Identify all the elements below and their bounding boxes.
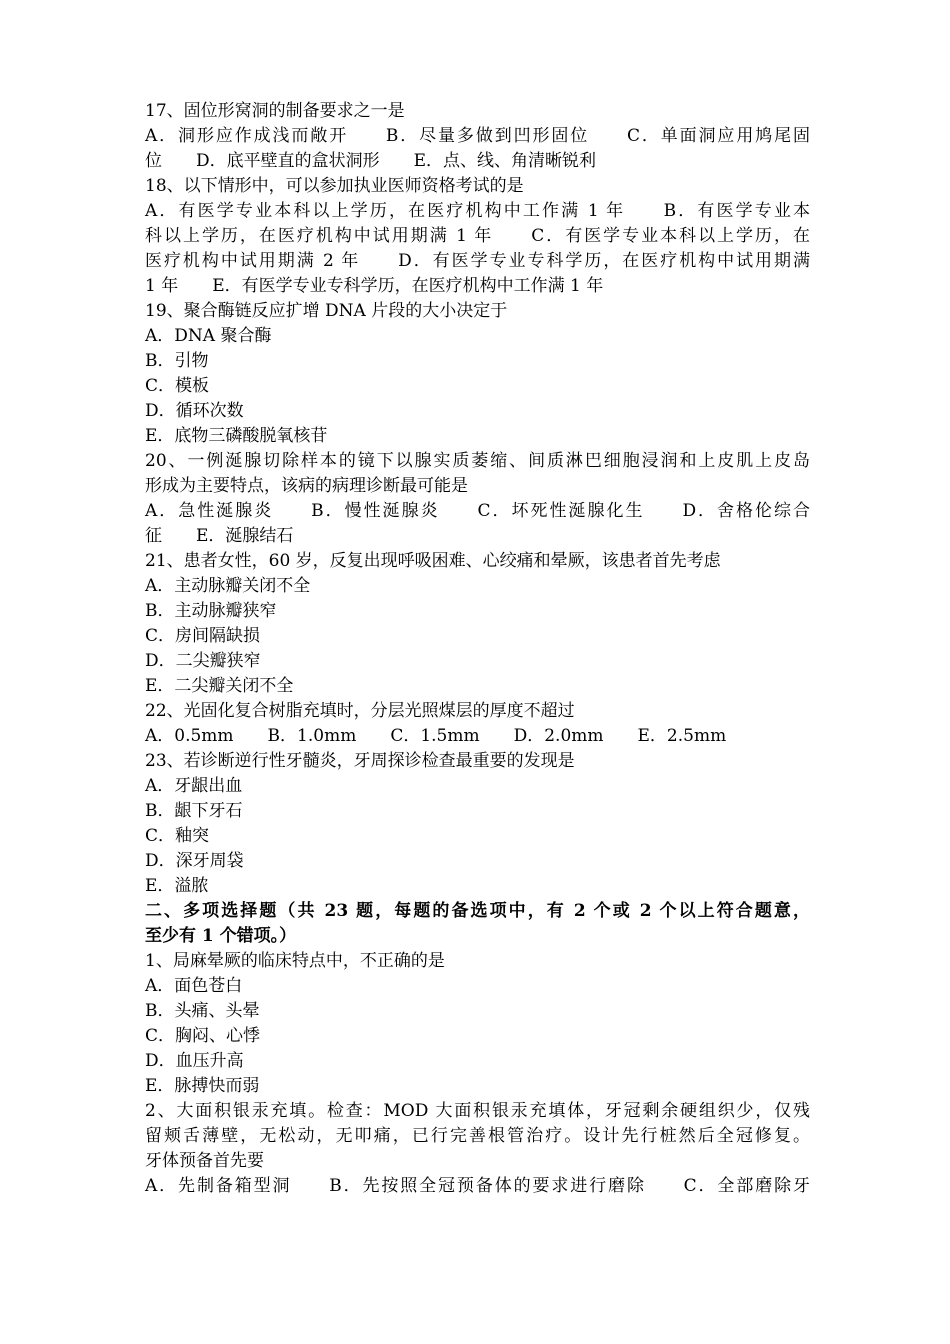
text-line: E．溢脓 (145, 876, 209, 896)
text-line: D．循环次数 (145, 401, 244, 421)
text-line: 23、若诊断逆行性牙髓炎，牙周探诊检查最重要的发现是 (145, 751, 575, 771)
text-line: 1、局麻晕厥的临床特点中，不正确的是 (145, 951, 445, 971)
text-line: A．有医学专业本科以上学历，在医疗机构中工作满 1 年 B．有医学专业本 (145, 201, 810, 221)
text-line: E．底物三磷酸脱氧核苷 (145, 426, 328, 446)
text-line: 19、聚合酶链反应扩增 DNA 片段的大小决定于 (145, 301, 508, 321)
text-line: 位 D．底平壁直的盒状洞形 E．点、线、角清晰锐利 (145, 151, 597, 171)
text-line: D．二尖瓣狭窄 (145, 651, 261, 671)
text-line: 科以上学历，在医疗机构中试用期满 1 年 C．有医学专业本科以上学历，在 (145, 226, 810, 246)
section-heading-line: 二、多项选择题（共 23 题，每题的备选项中，有 2 个或 2 个以上符合题意， (145, 901, 810, 921)
text-line: B．龈下牙石 (145, 801, 243, 821)
text-line: 21、患者女性，60 岁，反复出现呼吸困难、心绞痛和晕厥，该患者首先考虑 (145, 551, 721, 571)
document-body (145, 99, 810, 1199)
text-line: A．0.5mm B．1.0mm C．1.5mm D．2.0mm E．2.5mm (145, 726, 727, 746)
text-line: C．釉突 (145, 826, 210, 846)
text-line: E．脉搏快而弱 (145, 1076, 260, 1096)
text-line: B．主动脉瓣狭窄 (145, 601, 277, 621)
text-line: 形成为主要特点，该病的病理诊断最可能是 (145, 476, 468, 496)
text-line: 留颊舌薄壁，无松动，无叩痛，已行完善根管治疗。设计先行桩然后全冠修复。 (145, 1126, 810, 1146)
text-line: A．面色苍白 (145, 976, 243, 996)
text-line: C．胸闷、心悸 (145, 1026, 261, 1046)
text-line: 17、固位形窝洞的制备要求之一是 (145, 101, 405, 121)
text-line: 18、以下情形中，可以参加执业医师资格考试的是 (145, 176, 524, 196)
text-line: B．头痛、头晕 (145, 1001, 260, 1021)
text-line: 医疗机构中试用期满 2 年 D．有医学专业专科学历，在医疗机构中试用期满 (145, 251, 810, 271)
text-line: C．模板 (145, 376, 210, 396)
text-line: A．主动脉瓣关闭不全 (145, 576, 311, 596)
text-line: D．血压升高 (145, 1051, 244, 1071)
section-heading-line: 至少有 1 个错项。） (145, 926, 297, 946)
text-line: A．洞形应作成浅而敞开 B．尽量多做到凹形固位 C．单面洞应用鸠尾固 (145, 126, 810, 146)
text-line: B．引物 (145, 351, 209, 371)
text-line: 牙体预备首先要 (145, 1151, 264, 1171)
text-line: E．二尖瓣关闭不全 (145, 676, 294, 696)
text-line: 20、一例涎腺切除样本的镜下以腺实质萎缩、间质淋巴细胞浸润和上皮肌上皮岛 (145, 451, 810, 471)
text-line: 2、大面积银汞充填。检查：MOD 大面积银汞充填体，牙冠剩余硬组织少，仅残 (145, 1101, 810, 1121)
text-line: A．先制备箱型洞 B．先按照全冠预备体的要求进行磨除 C．全部磨除牙 (145, 1176, 810, 1196)
text-line: D．深牙周袋 (145, 851, 244, 871)
text-line: C．房间隔缺损 (145, 626, 261, 646)
text-line: A．急性涎腺炎 B．慢性涎腺炎 C．坏死性涎腺化生 D．舍格伦综合 (145, 501, 810, 521)
text-line: 22、光固化复合树脂充填时，分层光照煤层的厚度不超过 (145, 701, 575, 721)
text-line: 征 E．涎腺结石 (145, 526, 294, 546)
text-line: A．牙龈出血 (145, 776, 243, 796)
text-line: A．DNA 聚合酶 (145, 326, 272, 346)
text-line: 1 年 E．有医学专业专科学历，在医疗机构中工作满 1 年 (145, 276, 604, 296)
